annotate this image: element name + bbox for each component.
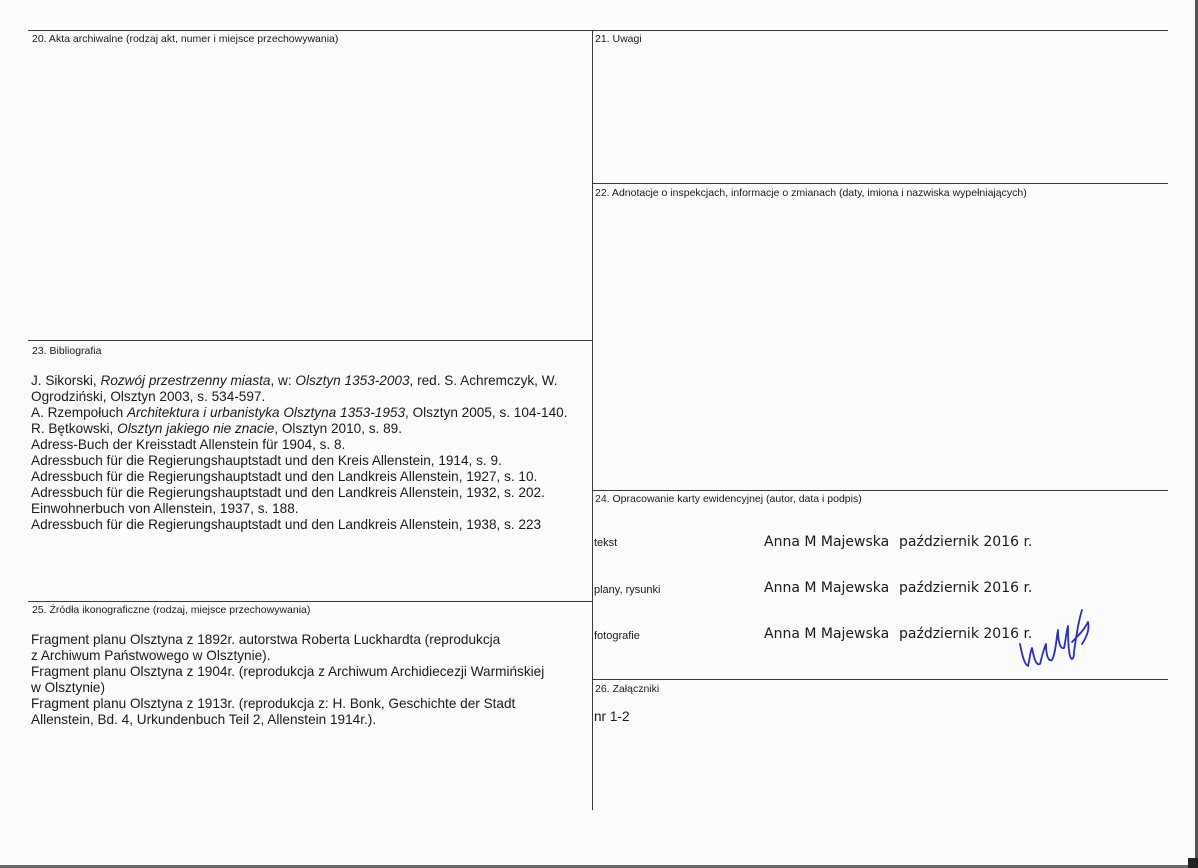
rule-20-23 — [28, 340, 592, 341]
source-line: Fragment planu Olsztyna z 1904r. (reprodukcja z Archiwum Archidiecezji Warmińskiej — [31, 664, 545, 679]
rule-23-25 — [28, 601, 592, 602]
row-kind-plany: plany, rysunki — [594, 584, 661, 596]
bibliography-entry: Adressbuch für die Regierungshauptstadt und den Landkreis Allenstein, 1927, s. 10. — [31, 469, 538, 484]
attachments-value: nr 1-2 — [594, 709, 630, 724]
section-22-label: 22. Adnotacje o inspekcjach, informacje o zmianach (daty, imiona i nazwiska wypełniających) — [595, 187, 1027, 199]
source-line: w Olsztynie) — [31, 680, 106, 695]
bibliography-entry: Adress-Buch der Kreisstadt Allenstein für 1904, s. 8. — [31, 437, 346, 452]
row-date-tekst: październik 2016 r. — [899, 534, 1033, 550]
iconographic-sources — [31, 632, 591, 728]
bibliography-entry: J. Sikorski, Rozwój przestrzenny miasta, w: Olsztyn 1353-2003, red. S. Achremczyk, W. — [31, 373, 558, 388]
bibliography-entry: Ogrodziński, Olsztyn 2003, s. 534-597. — [31, 389, 266, 404]
bibliography-entry: Adressbuch für die Regierungshauptstadt und den Landkreis Allenstein, 1938, s. 223 — [31, 517, 542, 532]
rule-21-22 — [592, 183, 1168, 184]
section-25-label: 25. Źródła ikonograficzne (rodzaj, miejsce przechowywania) — [32, 604, 311, 616]
rule-22-24 — [592, 490, 1168, 491]
section-23-label: 23. Bibliografia — [32, 345, 102, 357]
row-kind-fotografie: fotografie — [594, 630, 640, 642]
bibliography-entry: Adressbuch für die Regierungshauptstadt und den Kreis Allenstein, 1914, s. 9. — [31, 453, 502, 468]
bibliography-entry: Adressbuch für die Regierungshauptstadt und den Landkreis Allenstein, 1932, s. 202. — [31, 485, 545, 500]
bibliography-entry: R. Bętkowski, Olsztyn jakiego nie znacie, Olsztyn 2010, s. 89. — [31, 421, 402, 436]
top-rule — [28, 30, 1168, 31]
bibliography-entry: Einwohnerbuch von Allenstein, 1937, s. 188. — [31, 501, 299, 516]
section-24-label: 24. Opracowanie karty ewidencyjnej (autor, data i podpis) — [595, 493, 862, 505]
row-author-tekst: Anna M Majewska — [764, 534, 890, 550]
row-date-plany: październik 2016 r. — [899, 580, 1033, 596]
source-line: Fragment planu Olsztyna z 1913r. (reprodukcja z: H. Bonk, Geschichte der Stadt — [31, 696, 516, 711]
bibliography-list — [31, 373, 591, 533]
row-author-plany: Anna M Majewska — [764, 580, 890, 596]
center-divider — [592, 30, 593, 810]
section-20-label: 20. Akta archiwalne (rodzaj akt, numer i miejsce przechowywania) — [32, 33, 339, 45]
section-21-label: 21. Uwagi — [595, 33, 642, 45]
scan-corner-mark — [1188, 858, 1198, 868]
section-26-label: 26. Załączniki — [595, 683, 660, 695]
row-kind-tekst: tekst — [594, 537, 618, 549]
source-line: z Archiwum Państwowego w Olsztynie). — [31, 648, 271, 663]
signature-image — [1012, 600, 1102, 680]
row-author-fotografie: Anna M Majewska — [764, 626, 890, 642]
bibliography-entry: A. Rzempołuch Architektura i urbanistyka Olsztyna 1353-1953, Olsztyn 2005, s. 104-140. — [31, 405, 568, 420]
row-date-fotografie: październik 2016 r. — [899, 626, 1033, 642]
source-line: Fragment planu Olsztyna z 1892r. autorstwa Roberta Luckhardta (reprodukcja — [31, 632, 501, 647]
source-line: Allenstein, Bd. 4, Urkundenbuch Teil 2, Allenstein 1914r.). — [31, 712, 377, 727]
